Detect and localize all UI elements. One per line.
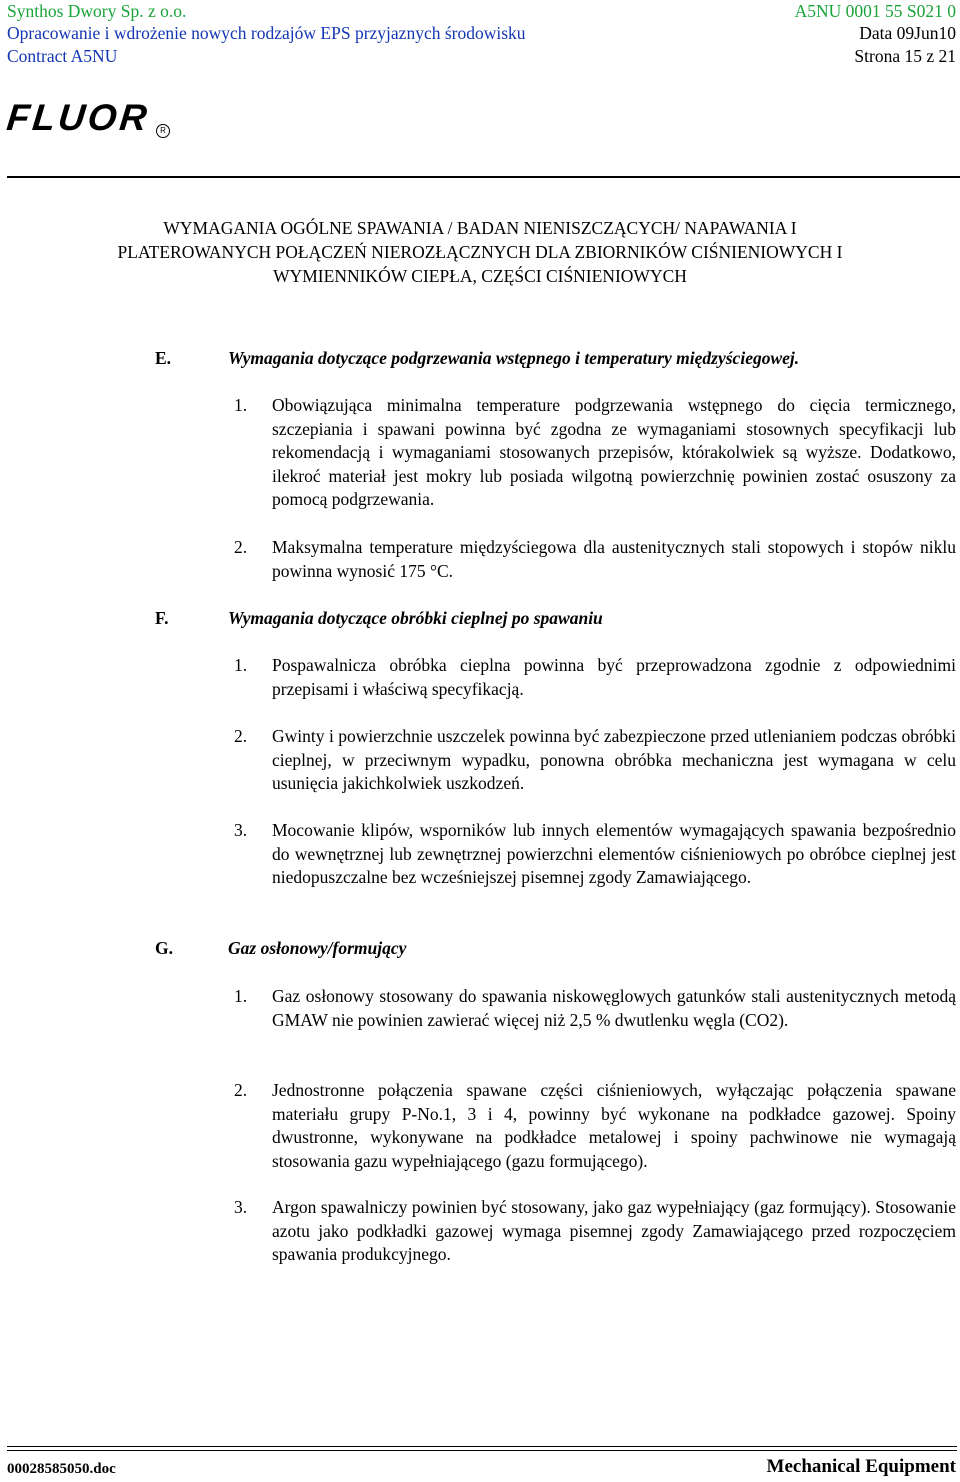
footer-label: Mechanical Equipment xyxy=(766,1456,956,1477)
title-line: PLATEROWANYCH POŁĄCZEŃ NIEROZŁĄCZNYCH DLA ZBIORNIKÓW CIŚNIENIOWYCH I xyxy=(117,242,843,262)
item-text: Gaz osłonowy stosowany do spawania niskowęglowych gatunków stali austenitycznych metodą GMAW nie powinien zawierać więcej niż 2,5 % dwutlenku węgla (CO2). xyxy=(272,986,956,1030)
section-e-heading xyxy=(155,346,955,370)
item-text: Gwinty i powierzchnie uszczelek powinna być zabezpieczone przed utlenianiem podczas obróbki cieplnej, w przeciwnym wypadku, ponowna obróbka mechaniczna jest wymagana w celu usunięcia jakichkolwiek uszkodzeń. xyxy=(272,726,956,793)
list-item xyxy=(234,394,956,512)
item-text: Pospawalnicza obróbka cieplna powinna być przeprowadzona zgodnie z odpowiednimi przepisami i właściwą specyfikacją. xyxy=(272,655,956,699)
item-number: 1. xyxy=(234,986,248,1006)
footer-filename: 00028585050.doc xyxy=(7,1461,116,1477)
page-number: Strona 15 z 21 xyxy=(854,46,956,66)
contract-number: Contract A5NU xyxy=(7,46,118,66)
document-title xyxy=(0,216,960,288)
item-number: 1. xyxy=(234,655,248,675)
document-code: A5NU 0001 55 S021 0 xyxy=(794,1,956,21)
section-title: Wymagania dotyczące podgrzewania wstępnego i temperatury międzyściegowej. xyxy=(228,348,800,368)
item-text: Maksymalna temperature międzyściegowa dla austenitycznych stali stopowych i stopów niklu powinna wynosić 175 °C. xyxy=(272,537,956,581)
section-f-heading xyxy=(155,606,955,630)
title-line: WYMAGANIA OGÓLNE SPAWANIA / BADAN NIENISZCZĄCYCH/ NAPAWANIA I xyxy=(163,218,797,238)
section-letter: E. xyxy=(155,348,172,368)
title-line: WYMIENNIKÓW CIEPŁA, CZĘŚCI CIŚNIENIOWYCH xyxy=(273,266,687,286)
section-title: Gaz osłonowy/formujący xyxy=(228,938,407,958)
list-item xyxy=(234,1196,956,1267)
item-number: 2. xyxy=(234,1080,248,1100)
item-number: 2. xyxy=(234,726,248,746)
item-number: 2. xyxy=(234,537,248,557)
item-number: 3. xyxy=(234,1197,248,1217)
item-number: 1. xyxy=(234,395,248,415)
company-name: Synthos Dwory Sp. z o.o. xyxy=(7,1,187,21)
section-g-heading xyxy=(155,936,955,960)
item-number: 3. xyxy=(234,820,248,840)
item-text: Jednostronne połączenia spawane części ciśnieniowych, wyłączając połączenia spawane materiału grupy P-No.1, 3 i 4, powinny być wykonane na podkładce gazowej. Spoiny dwustronne, wykonywane na podkładce metalowej i spoiny pachwinowe nie wymagają stosowania gazu wypełniającego (gazu formującego). xyxy=(272,1080,956,1171)
list-item xyxy=(234,985,956,1032)
list-item xyxy=(234,536,956,583)
project-title: Opracowanie i wdrożenie nowych rodzajów EPS przyjaznych środowisku xyxy=(7,23,526,43)
header-divider xyxy=(7,176,960,178)
item-text: Obowiązująca minimalna temperature podgrzewania wstępnego do cięcia termicznego, szczepiania i spawani powinna być zgodna ze wymaganiami stosownych specyfikacji lub rekomendacją i wymaganiami stosowanych przepisów, którakolwiek są wyższe. Dodatkowo, ilekroć materiał jest mokry lub posiada wilgotną powierzchnię powinien zostać osuszony za pomocą podgrzewania. xyxy=(272,395,956,509)
section-letter: G. xyxy=(155,938,173,958)
list-item xyxy=(234,725,956,796)
document-date: Data 09Jun10 xyxy=(859,23,956,43)
footer-rule-top xyxy=(7,1446,957,1447)
footer-rule-bottom xyxy=(7,1450,957,1451)
registered-mark-icon: R xyxy=(156,124,170,138)
item-text: Mocowanie klipów, wsporników lub innych elementów wymagających spawania bezpośrednio do wewnętrznej lub zewnętrznej powierzchni elementów ciśnieniowych po obróbce cieplnej jest niedopuszczalne bez wcześniejszej pisemnej zgody Zamawiającego. xyxy=(272,820,956,887)
item-text: Argon spawalniczy powinien być stosowany, jako gaz wypełniający (gaz formujący). Stosowanie azotu jako podkładki gazowej wymaga pisemnej zgody Zamawiającego przed rozpoczęciem spawania produkcyjnego. xyxy=(272,1197,956,1264)
fluor-logo: FLUOR xyxy=(4,97,152,138)
list-item xyxy=(234,654,956,701)
section-title: Wymagania dotyczące obróbki cieplnej po spawaniu xyxy=(228,608,603,628)
list-item xyxy=(234,819,956,890)
list-item xyxy=(234,1079,956,1173)
section-letter: F. xyxy=(155,608,169,628)
